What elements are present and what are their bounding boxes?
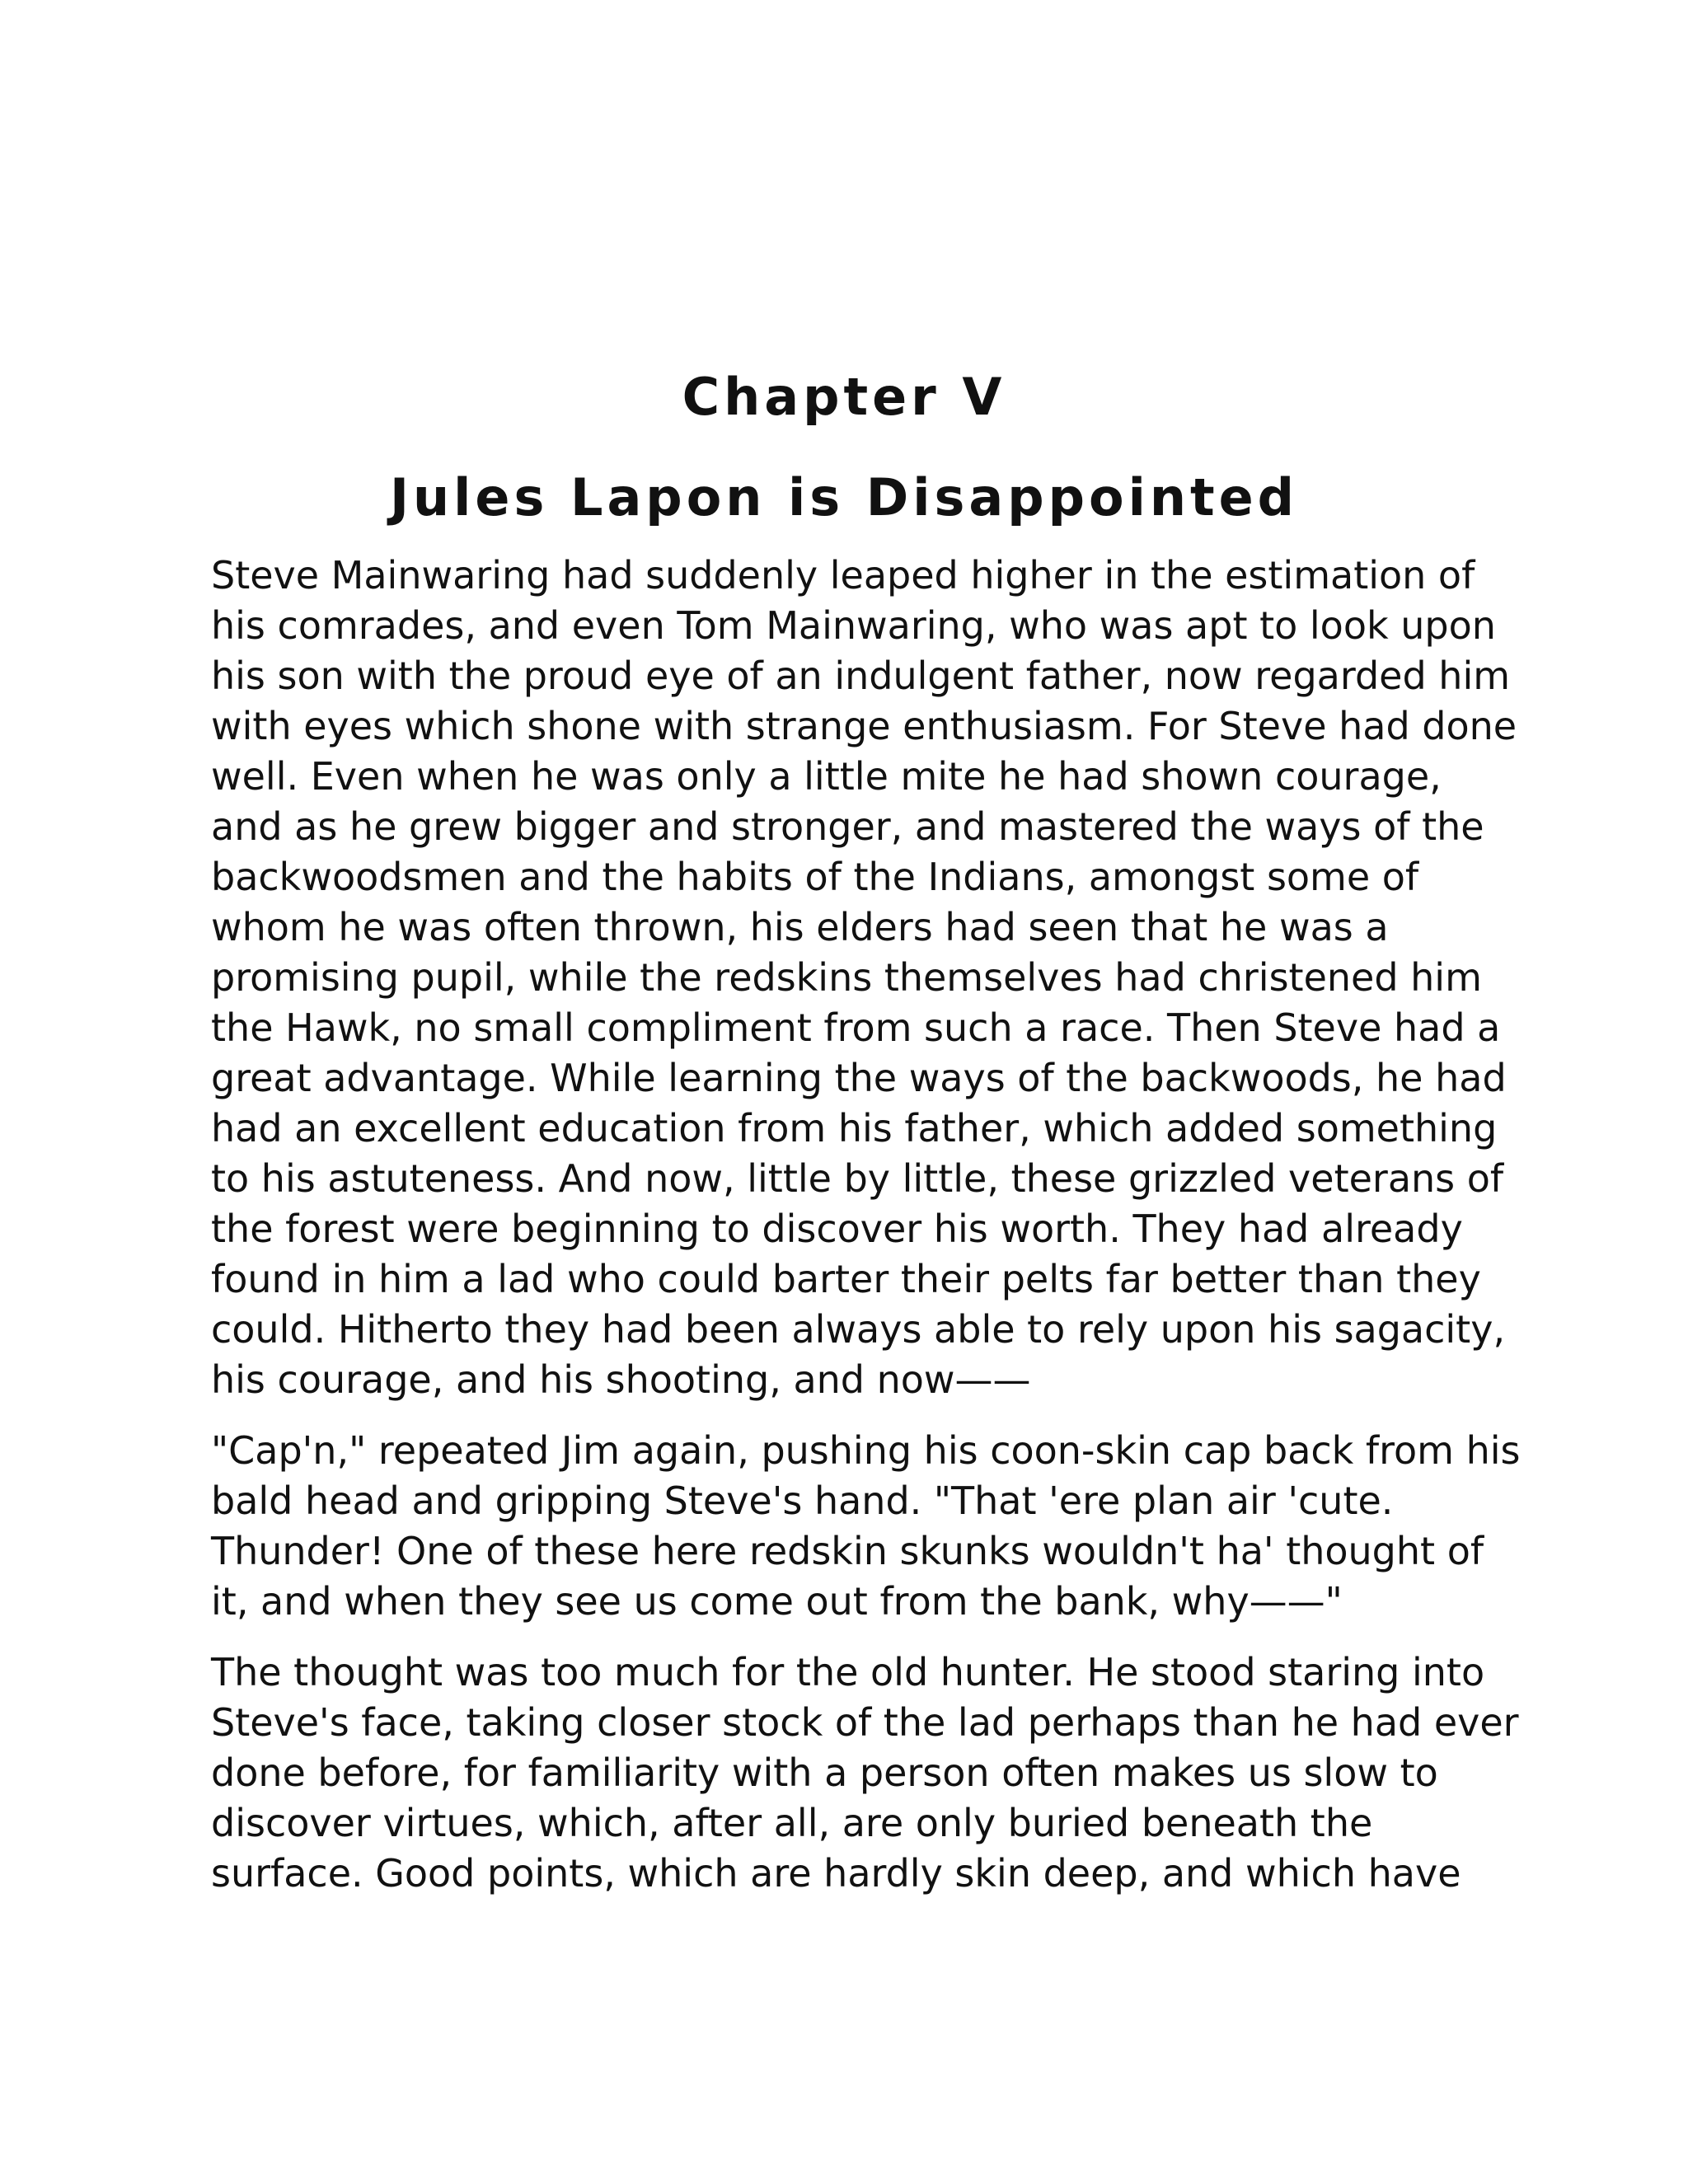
text-line: Thunder! One of these here redskin skunks wouldn't ha' thought of xyxy=(211,1529,1484,1573)
paragraph xyxy=(211,1647,1519,1899)
text-line: bald head and gripping Steve's hand. "That 'ere plan air 'cute. xyxy=(211,1479,1394,1523)
text-line: and as he grew bigger and stronger, and mastered the ways of the xyxy=(211,804,1484,849)
text-line: well. Even when he was only a little mite he had shown courage, xyxy=(211,754,1442,799)
text-line: it, and when they see us come out from the bank, why——" xyxy=(211,1579,1343,1624)
text-line: the Hawk, no small compliment from such a race. Then Steve had a xyxy=(211,1005,1501,1050)
text-line: with eyes which shone with strange enthusiasm. For Steve had done xyxy=(211,704,1517,748)
paragraph xyxy=(211,551,1517,1405)
text-line: whom he was often thrown, his elders had seen that he was a xyxy=(211,905,1389,949)
text-line: his son with the proud eye of an indulgent father, now regarded him xyxy=(211,654,1511,698)
text-line: Steve Mainwaring had suddenly leaped higher in the estimation of xyxy=(211,553,1475,598)
text-line: Steve's face, taking closer stock of the lad perhaps than he had ever xyxy=(211,1700,1519,1745)
text-line: The thought was too much for the old hunter. He stood staring into xyxy=(211,1650,1485,1694)
paragraph xyxy=(211,1426,1521,1627)
text-line: discover virtues, which, after all, are only buried beneath the xyxy=(211,1801,1373,1845)
text-line: his courage, and his shooting, and now—— xyxy=(211,1357,1031,1402)
text-line: backwoodsmen and the habits of the Indians, amongst some of xyxy=(211,855,1419,899)
chapter-title: Jules Lapon is Disappointed xyxy=(389,467,1299,527)
chapter-body xyxy=(211,551,1521,1919)
text-line: surface. Good points, which are hardly skin deep, and which have xyxy=(211,1851,1461,1896)
text-line: great advantage. While learning the ways of the backwoods, he had xyxy=(211,1056,1507,1100)
text-line: found in him a lad who could barter their pelts far better than they xyxy=(211,1257,1481,1301)
text-line: had an excellent education from his father, which added something xyxy=(211,1106,1498,1151)
text-line: to his astuteness. And now, little by little, these grizzled veterans of xyxy=(211,1156,1504,1201)
text-line: the forest were beginning to discover his worth. They had already xyxy=(211,1207,1463,1251)
text-line: promising pupil, while the redskins themselves had christened him xyxy=(211,955,1482,1000)
chapter-number: Chapter V xyxy=(682,367,1006,427)
text-line: his comrades, and even Tom Mainwaring, who was apt to look upon xyxy=(211,603,1496,648)
text-line: done before, for familiarity with a person often makes us slow to xyxy=(211,1750,1438,1795)
text-line: "Cap'n," repeated Jim again, pushing his coon-skin cap back from his xyxy=(211,1428,1521,1473)
text-line: could. Hitherto they had been always able to rely upon his sagacity, xyxy=(211,1307,1506,1352)
chapter-heading xyxy=(0,367,1688,528)
